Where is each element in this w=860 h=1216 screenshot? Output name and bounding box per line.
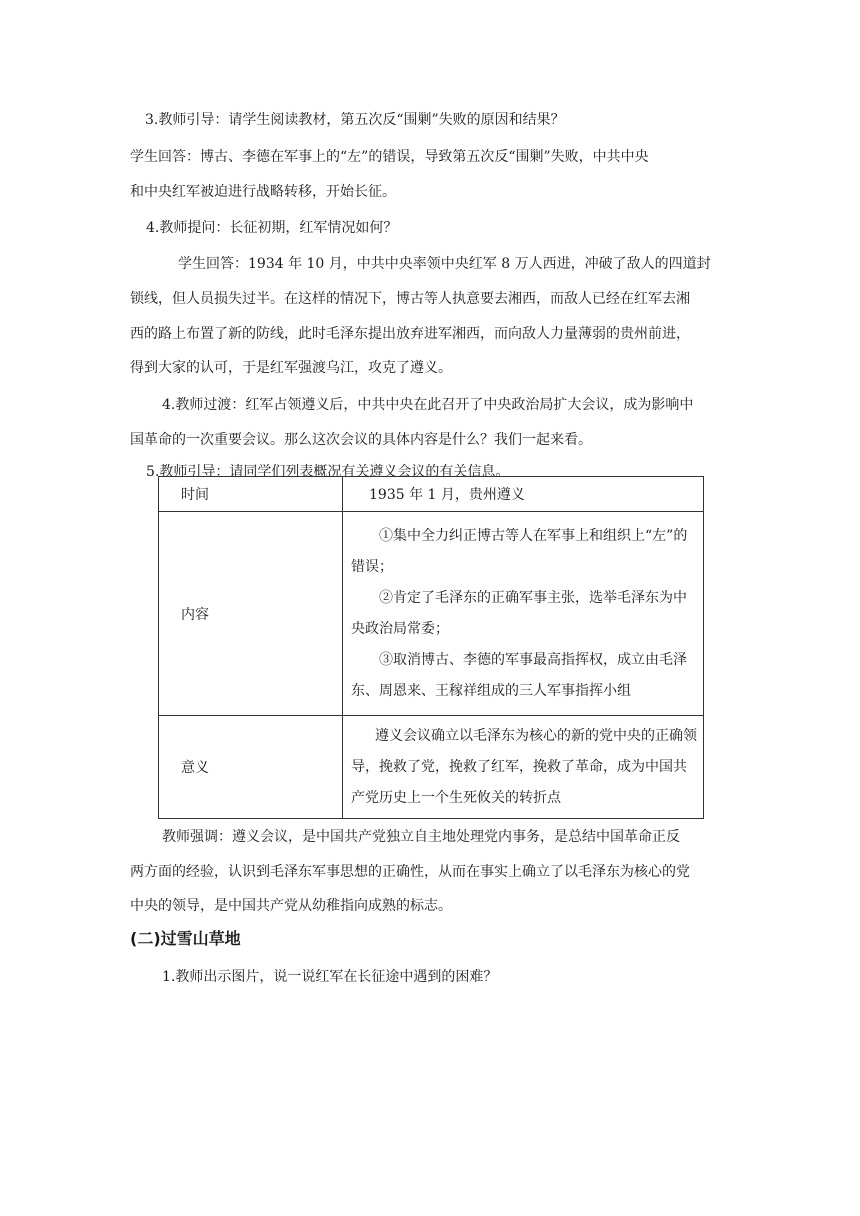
paragraph-line: 4.教师过渡：红军占领遵义后，中共中央在此召开了中央政治局扩大会议，成为影响中 xyxy=(162,397,694,413)
paragraph-line: 教师强调：遵义会议，是中国共产党独立自主地处理党内事务，是总结中国革命正反 xyxy=(162,829,680,845)
paragraph-line: 国革命的一次重要会议。那么这次会议的具体内容是什么？我们一起来看。 xyxy=(130,432,592,448)
table-cell-significance xyxy=(343,716,704,819)
significance-text: 遵义会议确立以毛泽东为核心的新的党中央的正确领导，挽救了党，挽救了红军，挽救了革命，成为中国共产党历史上一个生死攸关的转折点 xyxy=(351,727,697,806)
paragraph-line: 学生回答：1934 年 10 月，中共中央率领中央红军 8 万人西进，冲破了敌人的四道封 xyxy=(178,256,711,272)
table-row xyxy=(159,477,704,512)
zunyi-conference-table xyxy=(158,476,704,819)
table-cell-content xyxy=(343,512,704,716)
section-heading: (二)过雪山草地 xyxy=(130,929,241,948)
paragraph-line: 西的路上布置了新的防线，此时毛泽东提出放弃进军湘西，而向敌人力量薄弱的贵州前进， xyxy=(130,326,690,342)
paragraph-line: 5.教师引导：请同学们列表概况有关遵义会议的有关信息。 xyxy=(146,464,510,480)
table-row xyxy=(159,716,704,819)
paragraph-line: 学生回答：博古、李德在军事上的“左”的错误，导致第五次反“围剿”失败，中共中央 xyxy=(130,149,649,165)
paragraph-line: 和中央红军被迫进行战略转移，开始长征。 xyxy=(130,184,396,200)
paragraph-line: 1.教师出示图片，说一说红军在长征途中遇到的困难？ xyxy=(162,969,498,985)
table-row xyxy=(159,512,704,716)
paragraph-line: 得到大家的认可，于是红军强渡乌江，攻克了遵义。 xyxy=(130,360,452,376)
table-cell-label: 时间 xyxy=(159,477,343,512)
paragraph-line: 3.教师引导：请学生阅读教材，第五次反“围剿”失败的原因和结果？ xyxy=(145,112,565,128)
paragraph-line: 中央的领导，是中国共产党从幼稚指向成熟的标志。 xyxy=(130,898,452,914)
paragraph-line: 4.教师提问：长征初期，红军情况如何？ xyxy=(146,220,398,236)
table-cell-label: 内容 xyxy=(159,512,343,716)
content-item: ②肯定了毛泽东的正确军事主张，选举毛泽东为中央政治局常委； xyxy=(351,589,687,637)
table-cell-value: 1935 年 1 月，贵州遵义 xyxy=(343,477,704,512)
content-item: ③取消博古、李德的军事最高指挥权，成立由毛泽东、周恩来、王稼祥组成的三人军事指挥小组 xyxy=(351,651,687,699)
paragraph-line: 两方面的经验，认识到毛泽东军事思想的正确性，从而在事实上确立了以毛泽东为核心的党 xyxy=(130,864,690,880)
paragraph-line: 锁线，但人员损失过半。在这样的情况下，博古等人执意要去湘西，而敌人已经在红军去湘 xyxy=(130,291,690,307)
table-cell-label: 意义 xyxy=(159,716,343,819)
content-item: ①集中全力纠正博古等人在军事上和组织上“左”的错误； xyxy=(351,527,688,575)
